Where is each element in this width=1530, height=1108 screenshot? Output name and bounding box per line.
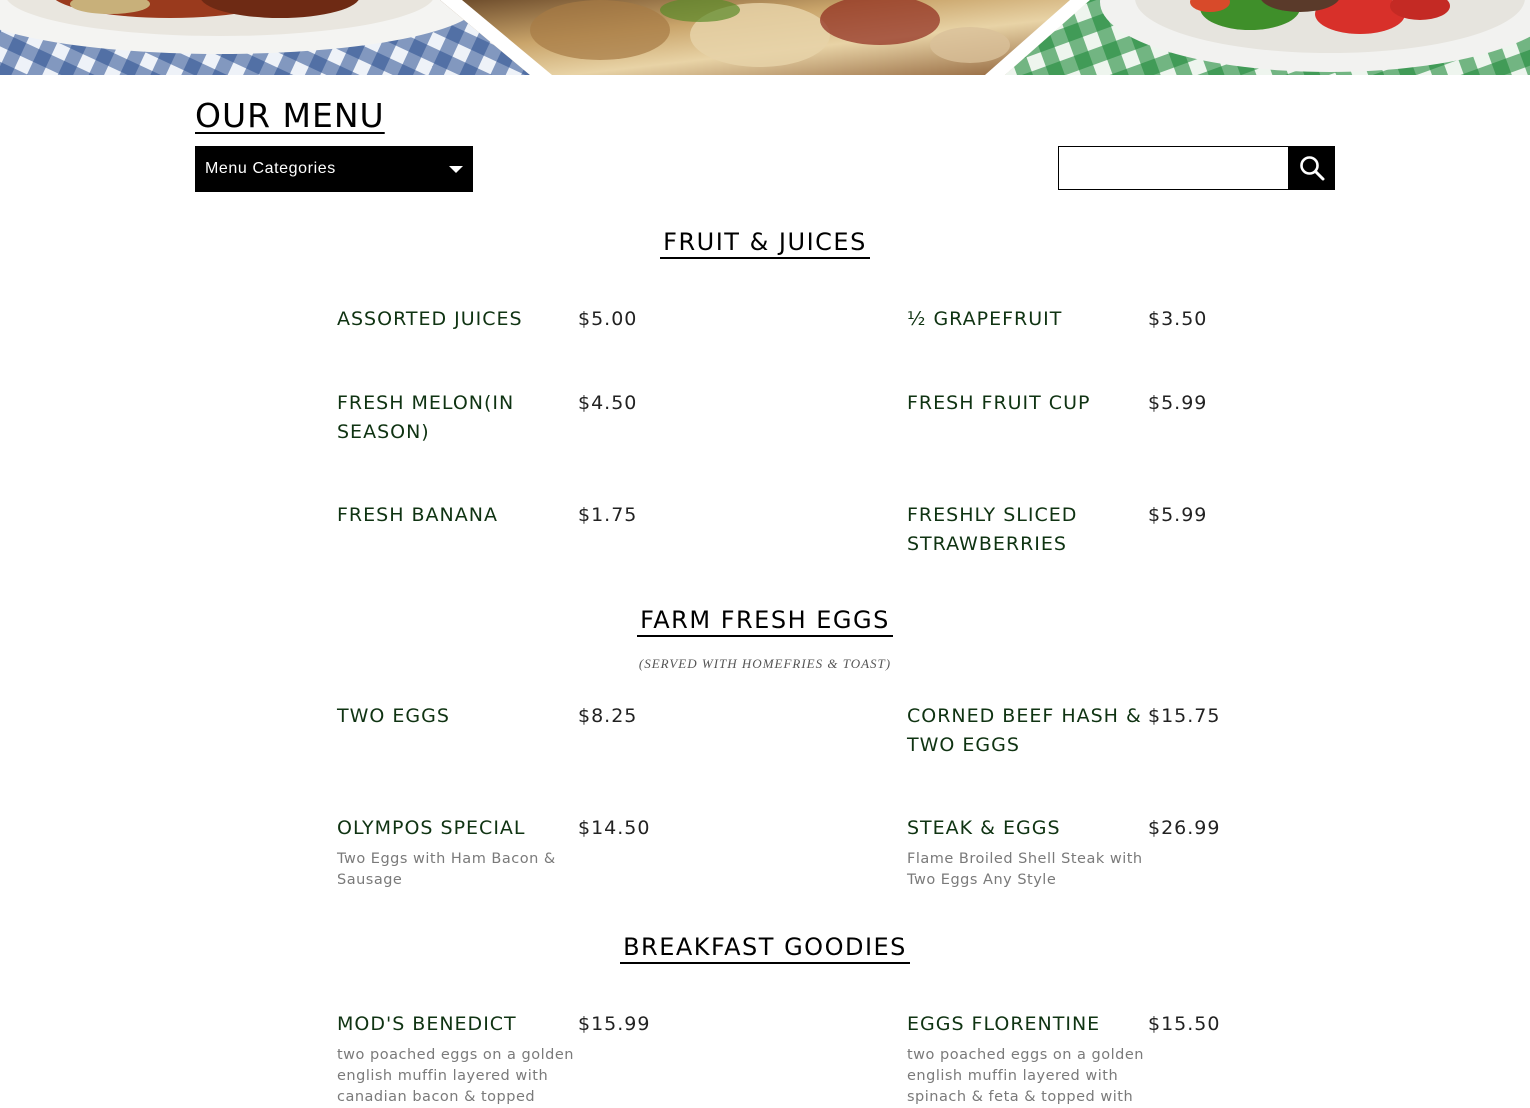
menu-item-price: $15.75 [1148, 705, 1221, 727]
menu-item-price: $5.99 [1148, 504, 1208, 526]
section-title-farm-fresh-eggs [0, 606, 1530, 637]
menu-item-name: ASSORTED JUICES [337, 308, 523, 330]
menu-item-description: two poached eggs on a golden english muffin layered with spinach & feta & topped with [907, 1047, 1144, 1105]
menu-item-price: $26.99 [1148, 817, 1221, 839]
menu-item-name: FRESH BANANA [337, 504, 498, 526]
section-title-text: FRUIT & JUICES [660, 228, 870, 259]
menu-item-name: FRESH MELON(IN SEASON) [337, 392, 515, 443]
menu-item-description: two poached eggs on a golden english muffin layered with canadian bacon & topped [337, 1047, 574, 1105]
menu-item-description: Flame Broiled Shell Steak with Two Eggs Any Style [907, 851, 1143, 888]
menu-categories-label: Menu Categories [205, 160, 336, 177]
menu-item-price: $1.75 [578, 504, 638, 526]
food-photo-banner [0, 0, 1530, 75]
section-title-fruit-juices [0, 228, 1530, 259]
menu-item-name: OLYMPOS SPECIAL [337, 817, 526, 839]
menu-item-price: $15.50 [1148, 1013, 1221, 1035]
menu-item-description: Two Eggs with Ham Bacon & Sausage [337, 851, 556, 888]
menu-item-price: $5.99 [1148, 392, 1208, 414]
section-note: (SERVED WITH HOMEFRIES & TOAST) [638, 656, 892, 671]
search-input[interactable] [1058, 146, 1289, 190]
menu-item-name: FRESHLY SLICED STRAWBERRIES [907, 504, 1078, 555]
menu-item-name: STEAK & EGGS [907, 817, 1061, 839]
menu-item-price: $3.50 [1148, 308, 1208, 330]
menu-item-price: $5.00 [578, 308, 638, 330]
page-title: OUR MENU [195, 96, 385, 135]
search-bar [1058, 146, 1335, 190]
menu-item-price: $4.50 [578, 392, 638, 414]
menu-item-name: ½ GRAPEFRUIT [907, 308, 1063, 330]
section-title-text: FARM FRESH EGGS [637, 606, 893, 637]
menu-item-price: $15.99 [578, 1013, 651, 1035]
caret-down-icon [449, 166, 463, 173]
search-button[interactable] [1288, 146, 1335, 190]
hero-banner [0, 0, 1530, 75]
menu-item-name: FRESH FRUIT CUP [907, 392, 1091, 414]
menu-categories-select[interactable] [195, 146, 473, 192]
menu-item-name: TWO EGGS [337, 705, 450, 727]
section-title-breakfast-goodies [0, 933, 1530, 964]
section-title-text: BREAKFAST GOODIES [620, 933, 910, 964]
menu-item-name: EGGS FLORENTINE [907, 1013, 1101, 1035]
menu-item-price: $14.50 [578, 817, 651, 839]
menu-item-name: CORNED BEEF HASH & TWO EGGS [907, 705, 1142, 756]
search-icon [1299, 155, 1325, 181]
menu-item-price: $8.25 [578, 705, 638, 727]
menu-item-name: MOD'S BENEDICT [337, 1013, 517, 1035]
